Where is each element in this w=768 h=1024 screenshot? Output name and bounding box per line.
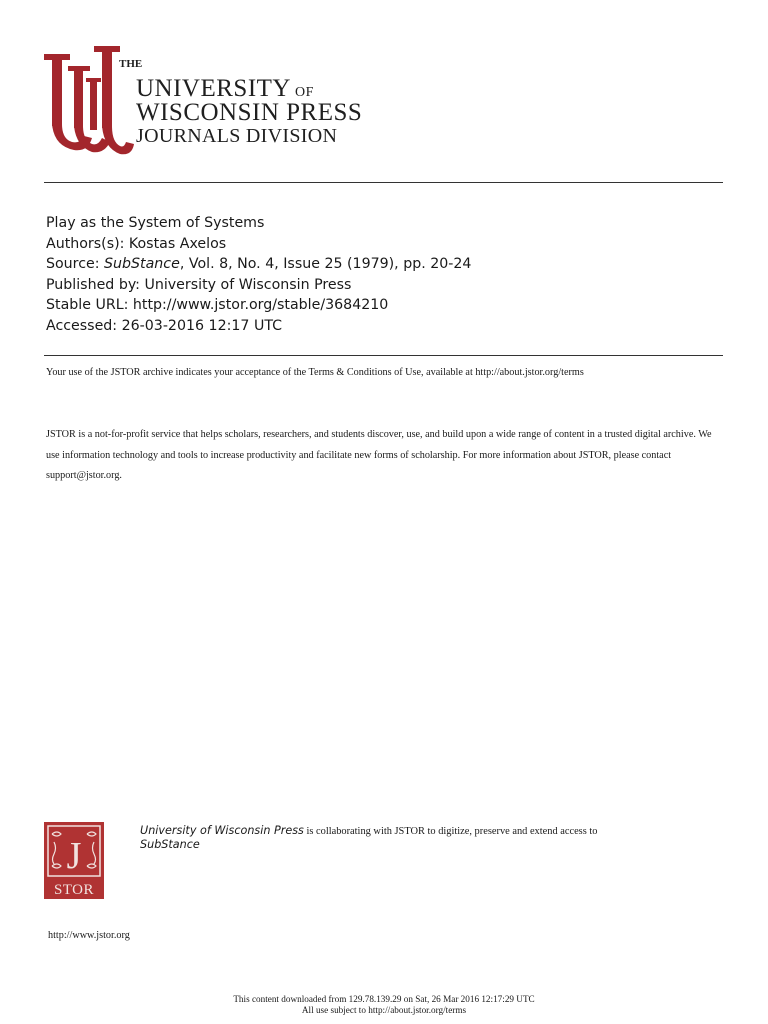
footer-download-info: This content downloaded from 129.78.139.29 on Sat, 26 Mar 2016 12:17:29 UTC — [233, 994, 535, 1004]
terms-notice: Your use of the JSTOR archive indicates your acceptance of the Terms & Conditions of Use, available at http://about.jstor.org/terms — [46, 367, 584, 378]
logo-line-university — [136, 76, 314, 101]
jstor-logo — [44, 822, 104, 899]
source-details: , Vol. 8, No. 4, Issue 25 (1979), pp. 20-24 — [179, 256, 472, 272]
collaboration-statement — [140, 825, 740, 851]
collab-publisher: University of Wisconsin Press — [140, 824, 304, 837]
top-divider — [44, 182, 723, 183]
jstor-about-notice: JSTOR is a not-for-profit service that helps scholars, researchers, and students discover, use, and build upon a wide range of content in a trusted digital archive. We use information technology and tools to increase productivity and facilitate new forms of scholarship. For more information about JSTOR, please contact support@jstor.org. — [46, 429, 712, 481]
download-footer — [0, 994, 768, 1016]
logo-line-journals-division: JOURNALS DIVISION — [136, 125, 338, 147]
footer-terms-link[interactable]: All use subject to http://about.jstor.org/terms — [301, 1005, 467, 1015]
source-journal: SubStance — [104, 256, 180, 272]
article-title: Play as the System of Systems — [46, 215, 265, 231]
citation-block — [46, 213, 471, 336]
middle-divider — [44, 355, 723, 356]
jstor-logo-wordmark: STOR — [53, 882, 95, 898]
logo-line-wisconsin-press: WISCONSIN PRESS — [136, 99, 363, 126]
article-authors: Authors(s): Kostas Axelos — [46, 235, 227, 252]
logo-the-text: THE — [119, 58, 143, 70]
university-of-wisconsin-press-logo — [44, 46, 363, 158]
article-source — [46, 254, 471, 275]
collab-text: is collaborating with JSTOR to digitize, preserve and extend access to — [303, 826, 598, 837]
collab-journal: SubStance — [140, 837, 200, 851]
logo-university-text: UNIVERSITY — [136, 75, 291, 102]
jstor-logo-letter: J — [66, 835, 82, 877]
article-publisher: Published by: University of Wisconsin Press — [46, 276, 352, 293]
jstor-emblem-icon — [44, 822, 104, 899]
source-prefix: Source: — [46, 256, 105, 272]
stable-url-link[interactable]: Stable URL: http://www.jstor.org/stable/3684210 — [46, 297, 389, 313]
jstor-home-link[interactable]: http://www.jstor.org — [48, 930, 130, 941]
accessed-date: Accessed: 26-03-2016 12:17 UTC — [46, 317, 283, 334]
logo-of-text: OF — [295, 85, 314, 100]
